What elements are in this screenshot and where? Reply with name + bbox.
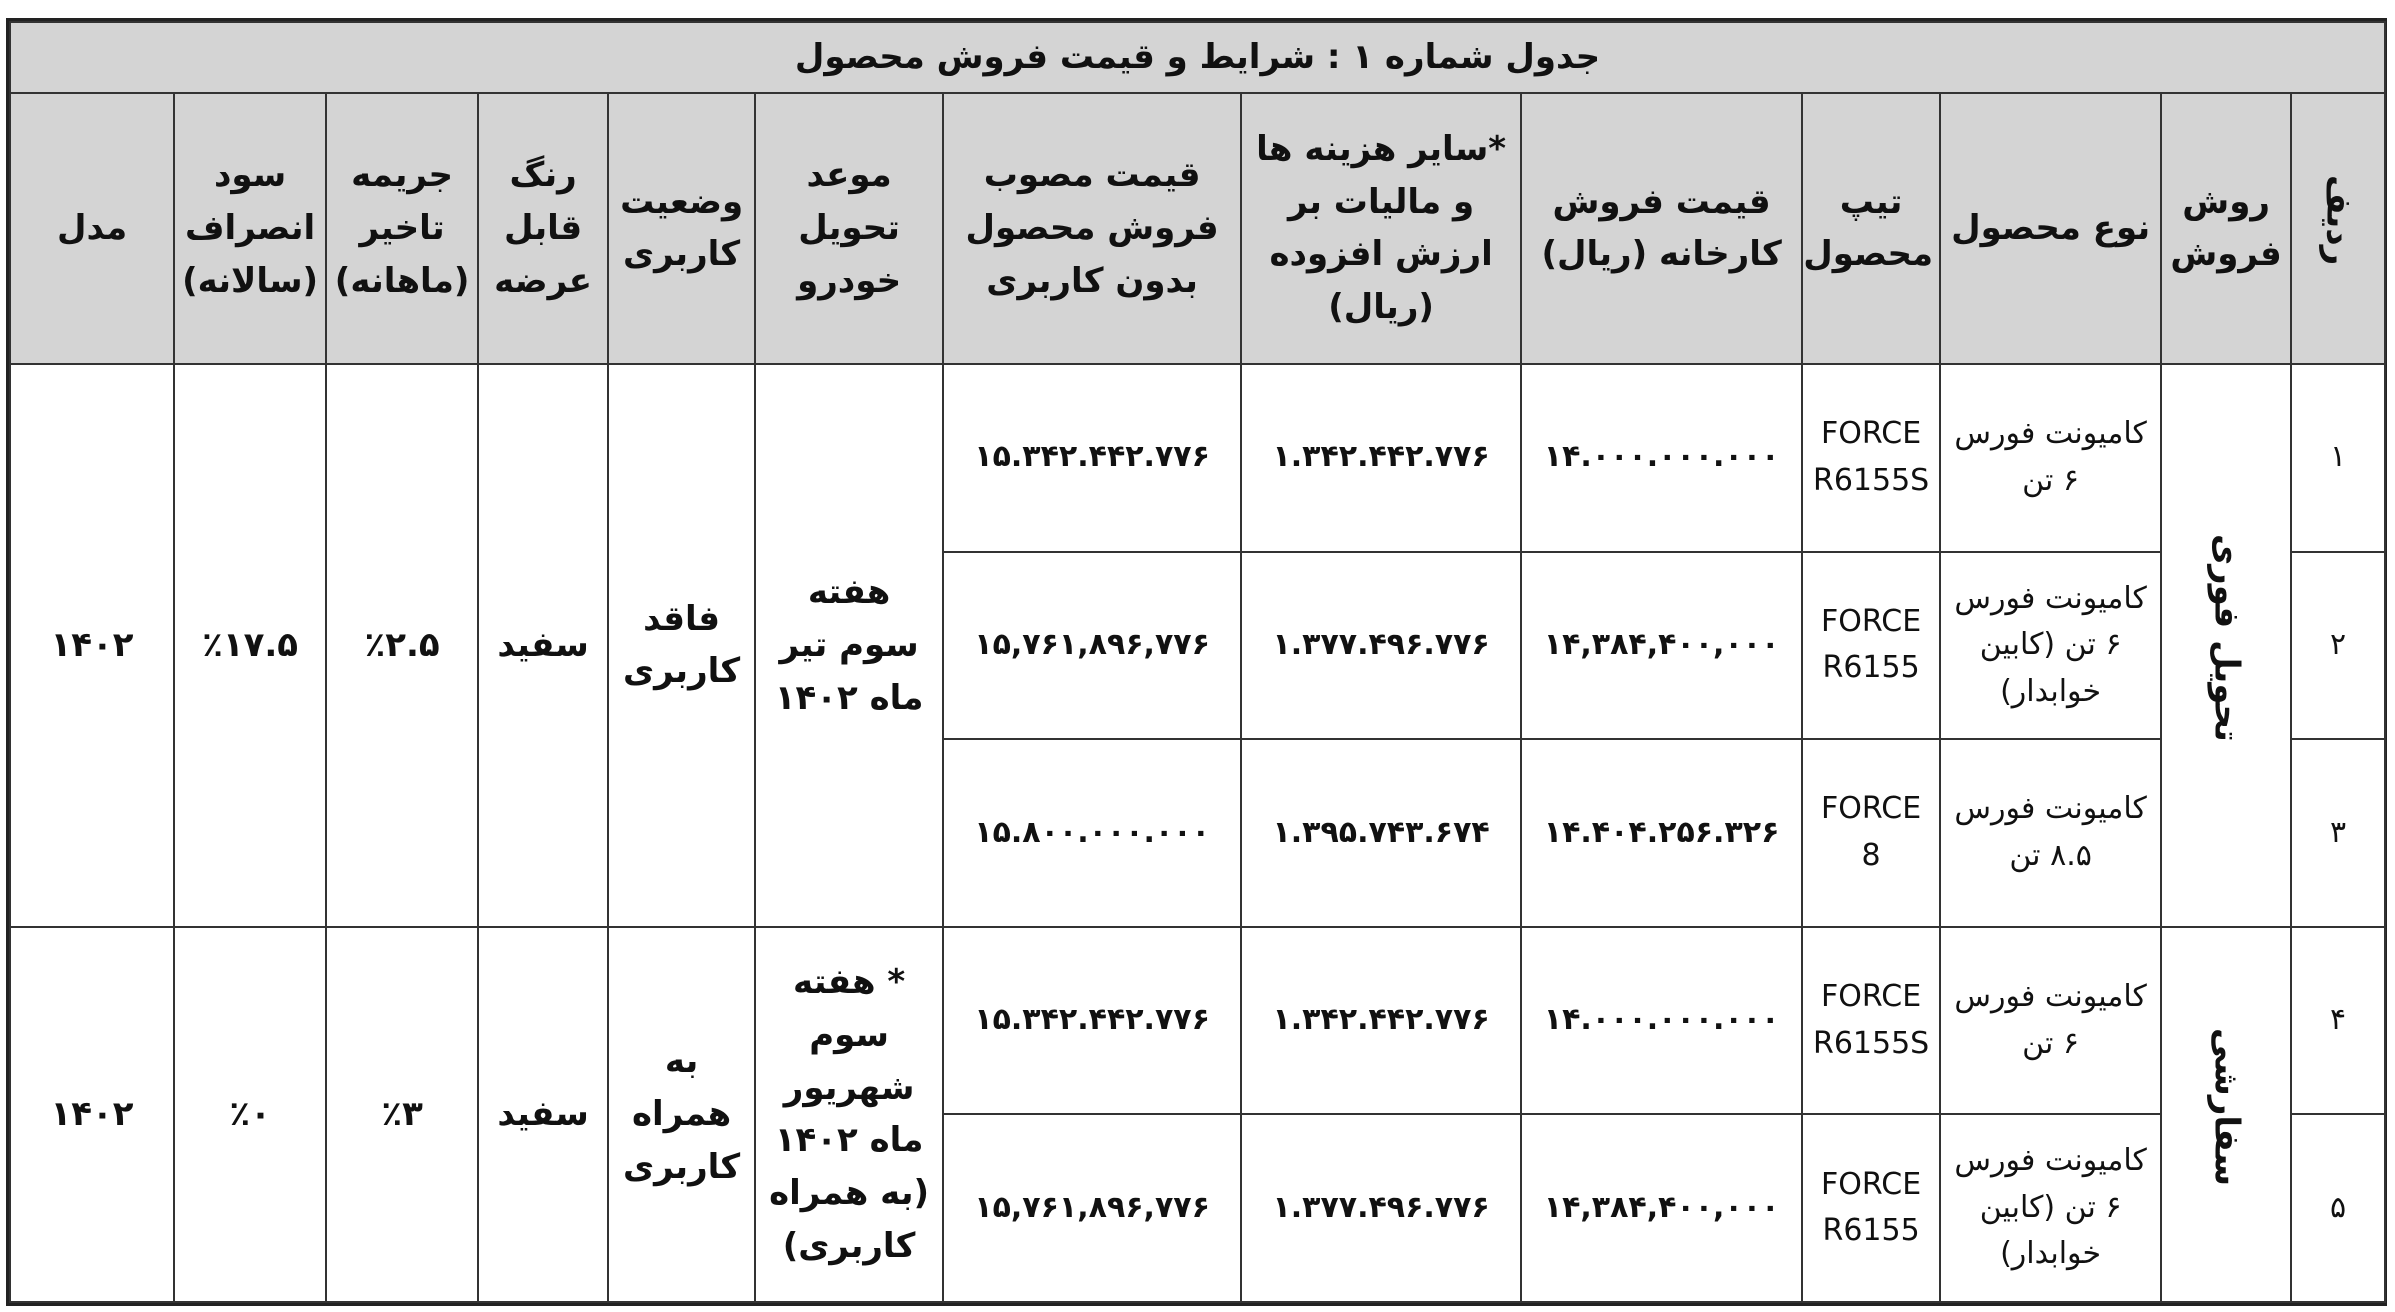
sales-conditions-table bbox=[9, 21, 2386, 1303]
product-type-cell: کامیونت فورس ۶ تن (کابین خوابدار) bbox=[1940, 1114, 2161, 1302]
header-other-costs: *سایر هزینه ها و مالیات بر ارزش افزوده (ریال) bbox=[1241, 93, 1521, 364]
tip-cell: FORCE 8 bbox=[1802, 739, 1940, 927]
header-row bbox=[10, 93, 2385, 364]
header-delivery: موعد تحویل خودرو bbox=[755, 93, 943, 364]
header-row-no: ردیف bbox=[2291, 93, 2385, 364]
table-title: جدول شماره ۱ : شرایط و قیمت فروش محصول bbox=[10, 22, 2385, 93]
header-model: مدل bbox=[10, 93, 174, 364]
model-cell: ۱۴۰۲ bbox=[10, 927, 174, 1302]
factory-price-cell: ۱۴.۰۰۰.۰۰۰.۰۰۰ bbox=[1521, 364, 1802, 552]
product-type-cell: کامیونت فورس ۶ تن (کابین خوابدار) bbox=[1940, 552, 2161, 740]
header-approved-price: قیمت مصوب فروش محصول بدون کاربری bbox=[943, 93, 1241, 364]
row-no-cell: ۲ bbox=[2291, 552, 2385, 740]
header-tip: تیپ محصول bbox=[1802, 93, 1940, 364]
color-cell: سفید bbox=[478, 364, 608, 927]
product-type-cell: کامیونت فورس ۶ تن bbox=[1940, 927, 2161, 1115]
product-type-cell: کامیونت فورس ۶ تن bbox=[1940, 364, 2161, 552]
header-usage-status: وضعیت کاربری bbox=[608, 93, 755, 364]
delay-penalty-cell: ٪۳ bbox=[326, 927, 478, 1302]
row-no-cell: ۴ bbox=[2291, 927, 2385, 1115]
table-row bbox=[10, 364, 2385, 552]
factory-price-cell: ۱۴,۳۸۴,۴۰۰,۰۰۰ bbox=[1521, 1114, 1802, 1302]
row-no-cell: ۱ bbox=[2291, 364, 2385, 552]
header-color: رنگ قابل عرضه bbox=[478, 93, 608, 364]
tip-cell: FORCE R6155S bbox=[1802, 927, 1940, 1115]
other-costs-cell: ۱.۳۴۲.۴۴۲.۷۷۶ bbox=[1241, 927, 1521, 1115]
delay-penalty-cell: ٪۲.۵ bbox=[326, 364, 478, 927]
other-costs-cell: ۱.۳۴۲.۴۴۲.۷۷۶ bbox=[1241, 364, 1521, 552]
tip-cell: FORCE R6155S bbox=[1802, 364, 1940, 552]
other-costs-cell: ۱.۳۹۵.۷۴۳.۶۷۴ bbox=[1241, 739, 1521, 927]
delivery-cell: هفته سوم تیر ماه ۱۴۰۲ bbox=[755, 364, 943, 927]
model-cell: ۱۴۰۲ bbox=[10, 364, 174, 927]
header-cancel-profit: سود انصراف (سالانه) bbox=[174, 93, 326, 364]
usage-status-cell: به همراه کاربری bbox=[608, 927, 755, 1302]
cancel-profit-cell: ٪۱۷.۵ bbox=[174, 364, 326, 927]
table-title-row bbox=[10, 22, 2385, 93]
product-type-cell: کامیونت فورس ۸.۵ تن bbox=[1940, 739, 2161, 927]
header-product-type: نوع محصول bbox=[1940, 93, 2161, 364]
color-cell: سفید bbox=[478, 927, 608, 1302]
tip-cell: FORCE R6155 bbox=[1802, 552, 1940, 740]
tip-cell: FORCE R6155 bbox=[1802, 1114, 1940, 1302]
usage-status-cell: فاقد کاربری bbox=[608, 364, 755, 927]
table-row bbox=[10, 927, 2385, 1115]
factory-price-cell: ۱۴.۴۰۴.۲۵۶.۳۲۶ bbox=[1521, 739, 1802, 927]
approved-price-cell: ۱۵,۷۶۱,۸۹۶,۷۷۶ bbox=[943, 1114, 1241, 1302]
cancel-profit-cell: ٪۰ bbox=[174, 927, 326, 1302]
approved-price-cell: ۱۵.۳۴۲.۴۴۲.۷۷۶ bbox=[943, 927, 1241, 1115]
approved-price-cell: ۱۵,۷۶۱,۸۹۶,۷۷۶ bbox=[943, 552, 1241, 740]
factory-price-cell: ۱۴.۰۰۰.۰۰۰.۰۰۰ bbox=[1521, 927, 1802, 1115]
sale-method-cell: تحویل فوری bbox=[2161, 364, 2291, 927]
row-no-cell: ۵ bbox=[2291, 1114, 2385, 1302]
header-delay-penalty: جریمه تاخیر (ماهانه) bbox=[326, 93, 478, 364]
sale-method-cell: سفارشی bbox=[2161, 927, 2291, 1302]
row-no-cell: ۳ bbox=[2291, 739, 2385, 927]
other-costs-cell: ۱.۳۷۷.۴۹۶.۷۷۶ bbox=[1241, 1114, 1521, 1302]
delivery-cell: * هفته سوم شهریور ماه ۱۴۰۲ (به همراه کاربری) bbox=[755, 927, 943, 1302]
approved-price-cell: ۱۵.۸۰۰.۰۰۰.۰۰۰ bbox=[943, 739, 1241, 927]
approved-price-cell: ۱۵.۳۴۲.۴۴۲.۷۷۶ bbox=[943, 364, 1241, 552]
header-factory-price: قیمت فروش کارخانه (ریال) bbox=[1521, 93, 1802, 364]
header-sale-method: روش فروش bbox=[2161, 93, 2291, 364]
factory-price-cell: ۱۴,۳۸۴,۴۰۰,۰۰۰ bbox=[1521, 552, 1802, 740]
other-costs-cell: ۱.۳۷۷.۴۹۶.۷۷۶ bbox=[1241, 552, 1521, 740]
